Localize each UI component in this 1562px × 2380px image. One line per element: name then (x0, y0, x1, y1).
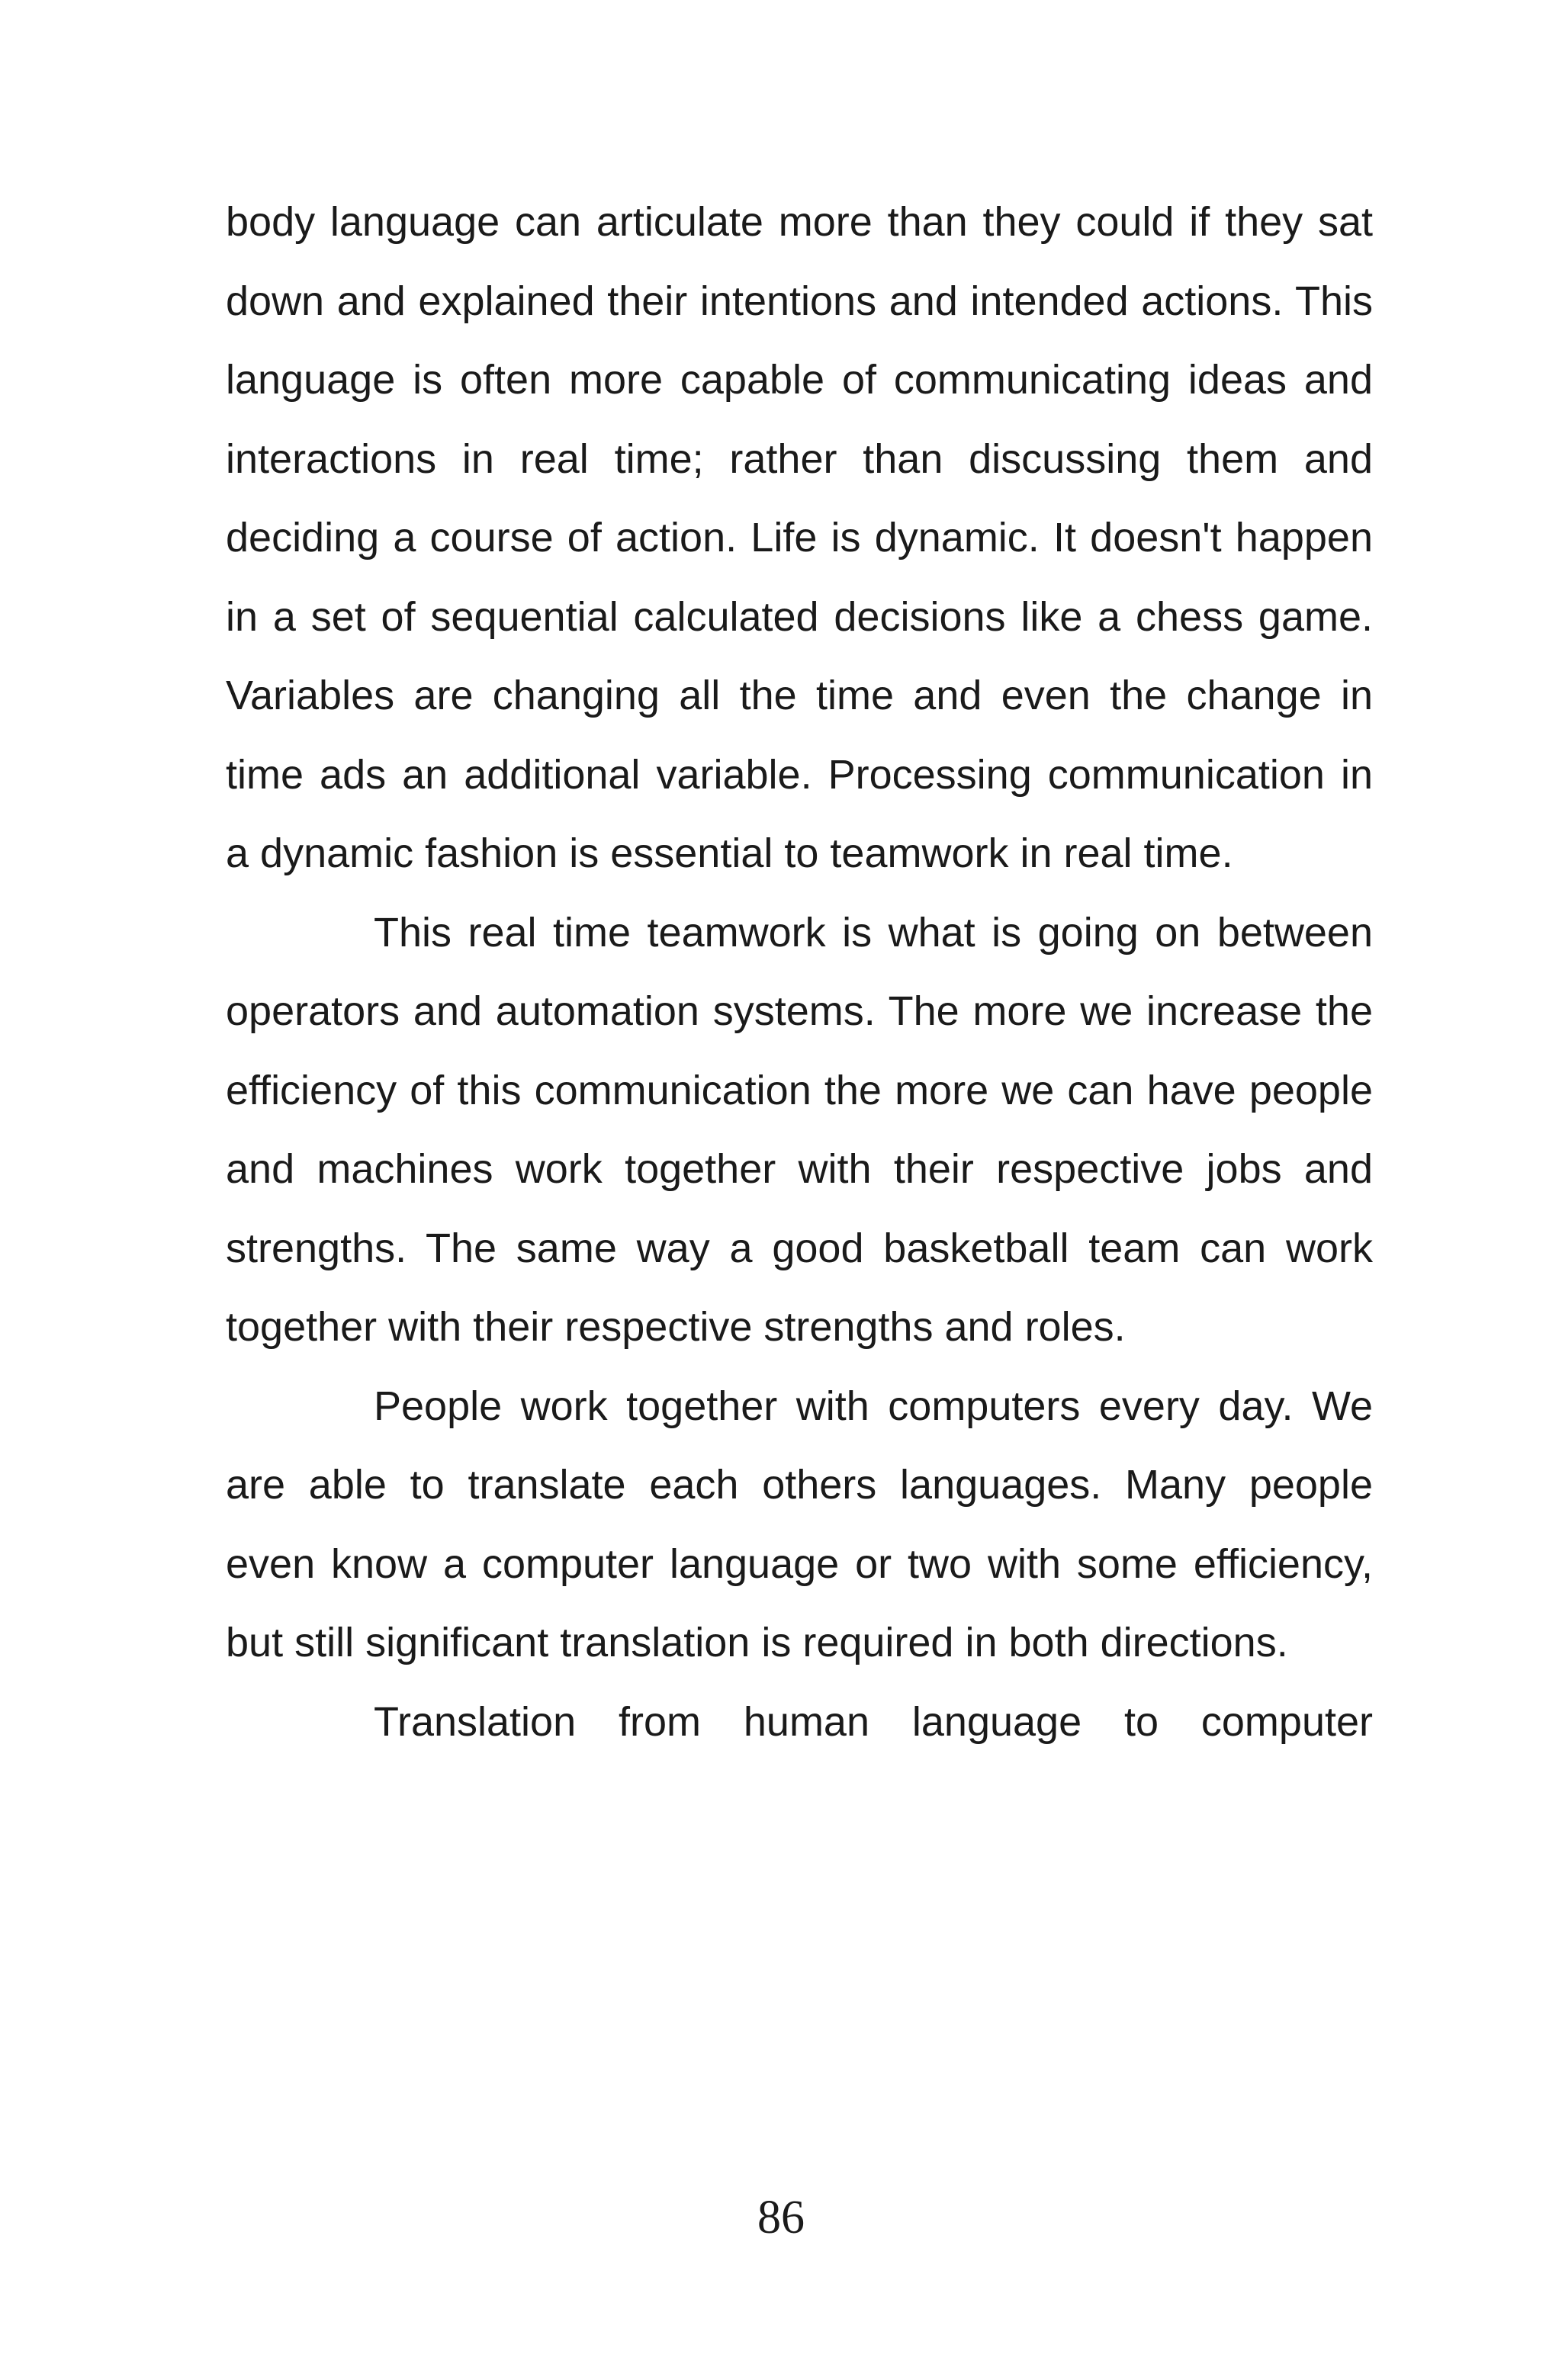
page-number: 86 (757, 2192, 805, 2243)
paragraph-3: People work together with computers every day. We are able to translate each others languages. Many people even know a computer language or two with some efficiency, but still significant translation is required in both directions. (226, 1383, 1373, 1665)
paragraph-2: This real time teamwork is what is going on between operators and automation systems. The more we increase the efficiency of this communication the more we can have people and machines work together with their respective jobs and strengths. The same way a good basketball team can work together with their respective strengths and roles. (226, 909, 1373, 1350)
paragraph-4: Translation from human language to computer (374, 1698, 1373, 1745)
body-text (226, 183, 1373, 1762)
paragraph-1: body language can articulate more than they could if they sat down and explained their intentions and intended actions. This language is often more capable of communicating ideas and interactions in real time; rather than discussing them and deciding a course of action. Life is dynamic. It doesn't happen in a set of sequential calculated decisions like a chess game. Variables are changing all the time and even the change in time ads an additional variable. Processing communication in a dynamic fashion is essential to teamwork in real time. (226, 199, 1373, 876)
